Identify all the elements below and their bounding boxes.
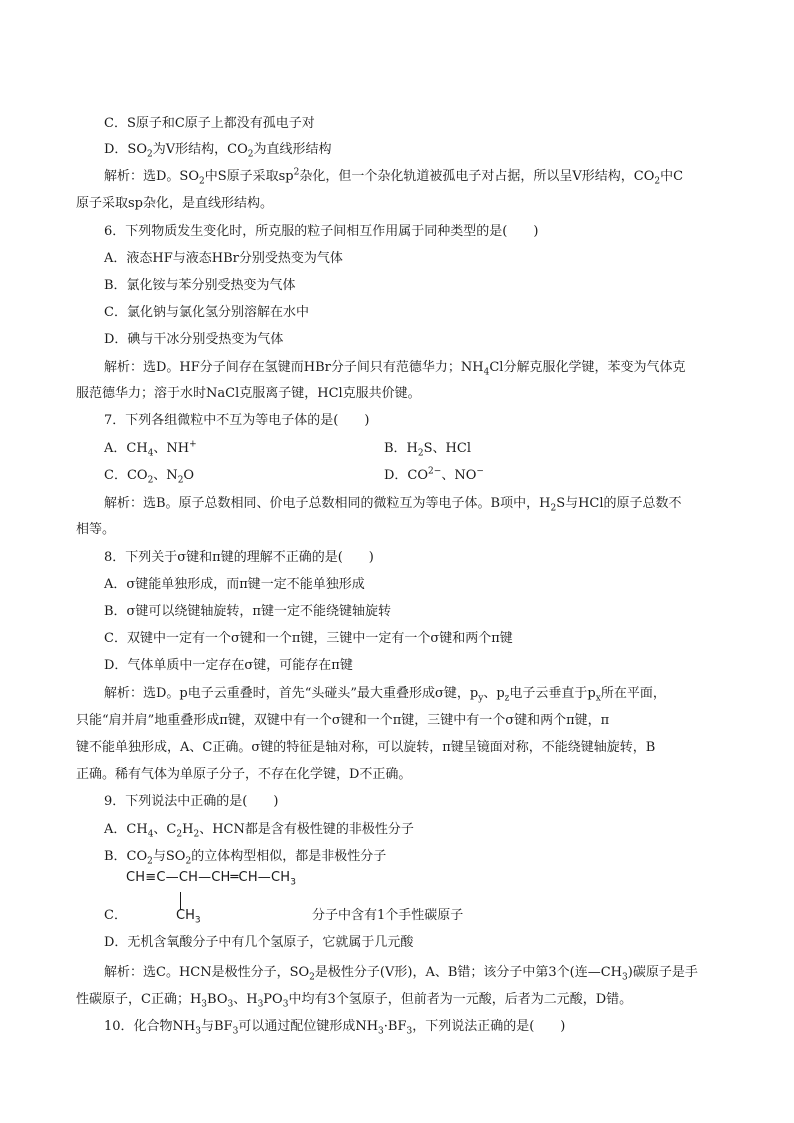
q9-option-b: B．$CO_2$与$SO_2$的立体构型相似，都是非极性分子 [104,849,387,867]
q6-option-a: A．液态HF与液态HBr分别受热变为气体 [104,251,343,266]
q7-option-d: D．$CO^{2-}$、NO− [384,466,484,483]
q6-stem: 6．下列物质发生变化时，所克服的粒子间相互作用属于同种类型的是( ) [104,224,539,239]
q8-explanation-line2: 只能“肩并肩”地重叠形成π键，双键中有一个σ键和一个π键，三键中有一个σ键和两个π键，π [76,713,610,728]
q8-stem: 8．下列关于σ键和π键的理解不正确的是( ) [104,550,374,565]
q8-option-a: A．σ键能单独形成，而π键一定不能单独形成 [104,577,365,592]
q9-explanation-line1: 解析：选C。HCN是极性分子，$SO_2$是极性分子(V形)，A、B错；该分子中第3个(连$—CH_3$)碳原子是手 [104,965,698,983]
q9-stem: 9．下列说法中正确的是( ) [104,794,279,809]
main-chain: $CH\equiv C—CH—CH═CH—CH_3$ [126,870,297,888]
q6-explanation-line2: 服范德华力；溶于水时NaCl克服离子键，HCl克服共价键。 [76,386,421,401]
q7-option-c: C．$CO_2$、$N_2O$ [104,468,195,486]
structural-formula [126,870,297,926]
q8-explanation-line3: 键不能单独形成，A、C正确。σ键的特征是轴对称，可以旋转，π键呈镜面对称，不能绕键轴旋转，B [76,740,656,755]
q7-option-b: B．$H_2S$、HCl [384,441,471,459]
q6-option-b: B．氯化铵与苯分别受热变为气体 [104,278,296,293]
q7-explanation-line2: 相等。 [76,522,116,537]
q5-explanation-line2: 原子采取sp杂化，是直线形结构。 [76,196,273,211]
q10-stem: 10．化合物$NH_3$与$BF_3$可以通过配位键形成$NH_3\cdot BF_3$，下列说法正确的是( ) [104,1019,566,1037]
q5-explanation-line1: 解析：选D。$SO_2$中S原子采取$sp^2$杂化，但一个杂化轨道被孤电子对占据，所以呈V形结构，$CO_2$中C [104,167,684,187]
q7-explanation-line1: 解析：选B。原子总数相同、价电子总数相同的微粒互为等电子体。B项中，$H_2S$与HCl的原子总数不 [104,496,682,514]
q7-option-a: A．$CH_4$、NH+ [104,439,197,459]
q9-option-c-label: C． [104,908,127,923]
branch-methyl: $CH_3$ [176,908,201,926]
q8-option-d: D．气体单质中一定存在σ键，可能存在π键 [104,658,353,673]
q5-option-c: C．S原子和C原子上都没有孤电子对 [104,116,315,131]
q9-explanation-line2: 性碳原子，C正确；$H_3BO_3$、$H_3PO_3$中均有3个氢原子，但前者为一元酸，后者为二元酸，D错。 [76,992,633,1010]
q5-option-d: D．$SO_2$为V形结构，$CO_2$为直线形结构 [104,142,332,160]
q6-option-c: C．氯化钠与氯化氢分别溶解在水中 [104,305,309,320]
q6-explanation-line1: 解析：选D。HF分子间存在氢键而HBr分子间只有范德华力；$NH_4Cl$分解克服化学键，苯变为气体克 [104,360,686,378]
q6-option-d: D．碘与干冰分别受热变为气体 [104,332,284,347]
q9-option-c-text: 分子中含有1个手性碳原子 [312,908,464,923]
q8-explanation-line4: 正确。稀有气体为单原子分子，不存在化学键，D不正确。 [76,767,412,782]
q8-option-b: B．σ键可以绕键轴旋转，π键一定不能绕键轴旋转 [104,604,391,619]
q8-explanation-line1: 解析：选D。p电子云重叠时，首先“头碰头”最大重叠形成σ键，$p_y$、$p_z$电子云垂直于$p_x$所在平面， [104,686,666,704]
q8-option-c: C．双键中一定有一个σ键和一个π键，三键中一定有一个σ键和两个π键 [104,631,513,646]
q9-option-a: A．$CH_4$、$C_2H_2$、HCN都是含有极性键的非极性分子 [104,822,414,840]
q9-option-d: D．无机含氧酸分子中有几个氢原子，它就属于几元酸 [104,935,414,950]
q7-stem: 7．下列各组微粒中不互为等电子体的是( ) [104,413,370,428]
